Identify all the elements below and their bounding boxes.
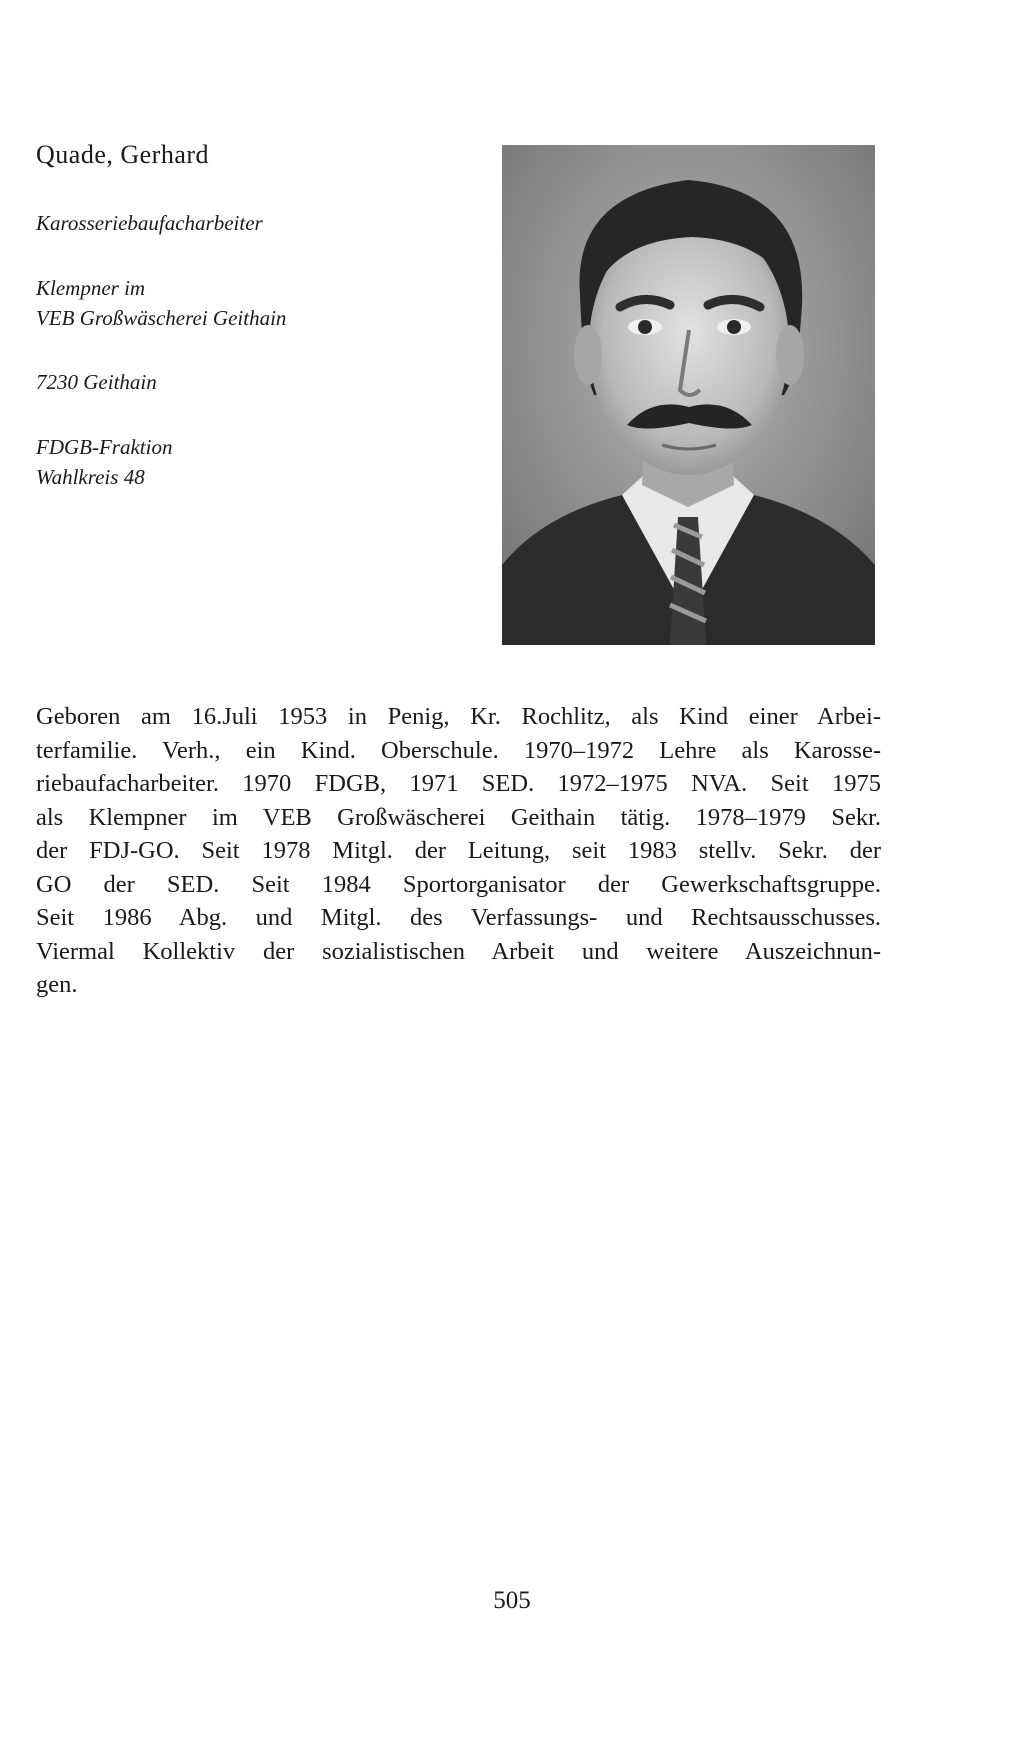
page-number: 505	[493, 1587, 531, 1614]
address	[36, 367, 157, 397]
biography-line: riebaufacharbeiter. 1970 FDGB, 1971 SED. 1972–1975 NVA. Seit 1975	[36, 770, 881, 797]
faction: FDGB-Fraktion	[36, 435, 173, 459]
biography-line: terfamilie. Verh., ein Kind. Oberschule. 1970–1972 Lehre als Karosse-	[36, 736, 881, 764]
person-name: Quade, Gerhard	[36, 140, 210, 169]
portrait-photo	[502, 145, 875, 645]
workplace-line-1: Klempner im	[36, 276, 146, 300]
faction-block	[36, 432, 172, 492]
profession-text: Karosseriebaufacharbeiter	[36, 211, 263, 235]
biography-line: gen.	[36, 971, 78, 998]
biography-line: GO der SED. Seit 1984 Sportorganisator der Gewerkschaftsgruppe.	[36, 870, 881, 898]
biography-line: der FDJ-GO. Seit 1978 Mitgl. der Leitung, seit 1983 stellv. Sekr. der	[36, 837, 881, 864]
biography-line: als Klempner im VEB Großwäscherei Geithain tätig. 1978–1979 Sekr.	[36, 803, 881, 831]
biography	[36, 700, 881, 1002]
portrait-illustration	[502, 145, 875, 645]
biography-line: Viermal Kollektiv der sozialistischen Arbeit und weitere Auszeichnun-	[36, 937, 881, 965]
workplace-line-2: VEB Großwäscherei Geithain	[36, 306, 287, 330]
profession	[36, 208, 263, 238]
biography-line: Geboren am 16.Juli 1953 in Penig, Kr. Rochlitz, als Kind einer Arbei-	[36, 703, 881, 730]
workplace	[36, 273, 286, 333]
constituency: Wahlkreis 48	[36, 465, 145, 489]
address-text: 7230 Geithain	[36, 370, 157, 394]
biography-line: Seit 1986 Abg. und Mitgl. des Verfassungs- und Rechtsausschusses.	[36, 904, 881, 931]
